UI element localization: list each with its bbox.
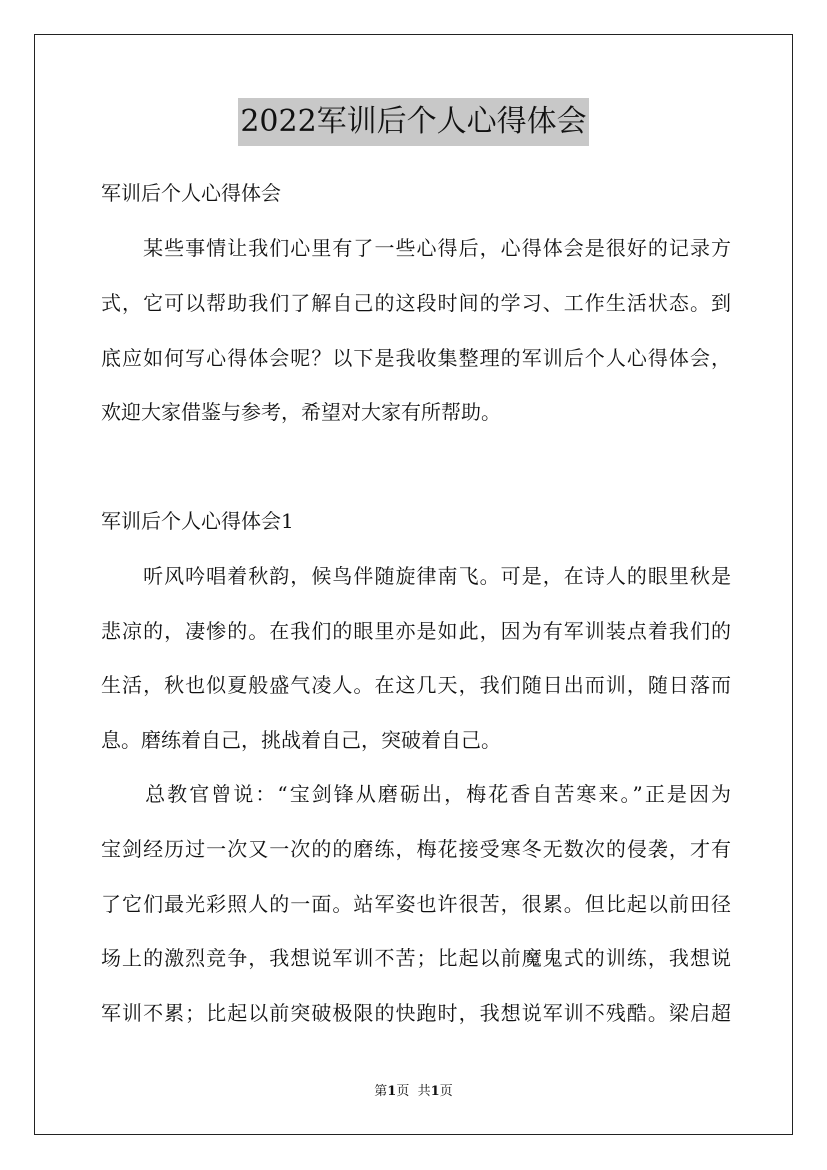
paragraph-line: 式，它可以帮助我们了解自己的这段时间的学习、工作生活状态。到 — [101, 291, 731, 315]
footer-total-suffix: 页 — [439, 1084, 453, 1099]
paragraph-line: 军训不累；比起以前突破极限的快跑时，我想说军训不残酷。梁启超 — [101, 1001, 731, 1025]
paragraph-line: 底应如何写心得体会呢？以下是我收集整理的军训后个人心得体会， — [101, 346, 731, 370]
paragraph-line: 场上的激烈竞争，我想说军训不苦；比起以前魔鬼式的训练，我想说 — [101, 946, 731, 970]
page-footer — [0, 1082, 827, 1102]
footer-page-suffix: 页 — [396, 1084, 410, 1099]
paragraph-line: 息。磨练着自己，挑战着自己，突破着自己。 — [101, 728, 501, 752]
paragraph-line: 生活，秋也似夏般盛气凌人。在这几天，我们随日出而训，随日落而 — [101, 673, 731, 697]
document-title: 2022军训后个人心得体会 — [238, 98, 588, 146]
paragraph-line: 欢迎大家借鉴与参考，希望对大家有所帮助。 — [101, 400, 501, 424]
paragraph-line: 宝剑经历过一次又一次的的磨练，梅花接受寒冬无数次的侵袭，才有 — [101, 837, 731, 861]
title-container — [0, 98, 827, 146]
footer-page-number: 1 — [387, 1084, 397, 1099]
paragraph-line: 了它们最光彩照人的一面。站军姿也许很苦，很累。但比起以前田径 — [101, 892, 731, 916]
footer-total-prefix: 共 — [417, 1084, 431, 1099]
paragraph-line: 悲凉的，凄惨的。在我们的眼里亦是如此，因为有军训装点着我们的 — [101, 619, 731, 643]
section-heading: 军训后个人心得体会 — [101, 181, 281, 205]
footer-total-number: 1 — [430, 1084, 440, 1099]
paragraph-line: 某些事情让我们心里有了一些心得后，心得体会是很好的记录方 — [101, 236, 731, 260]
footer-page-prefix: 第 — [374, 1084, 388, 1099]
paragraph-line: 总教官曾说：“宝剑锋从磨砺出，梅花香自苦寒来。”正是因为 — [101, 782, 731, 806]
paragraph-line: 听风吟唱着秋韵，候鸟伴随旋律南飞。可是，在诗人的眼里秋是 — [101, 564, 731, 588]
section-heading: 军训后个人心得体会1 — [101, 509, 294, 533]
